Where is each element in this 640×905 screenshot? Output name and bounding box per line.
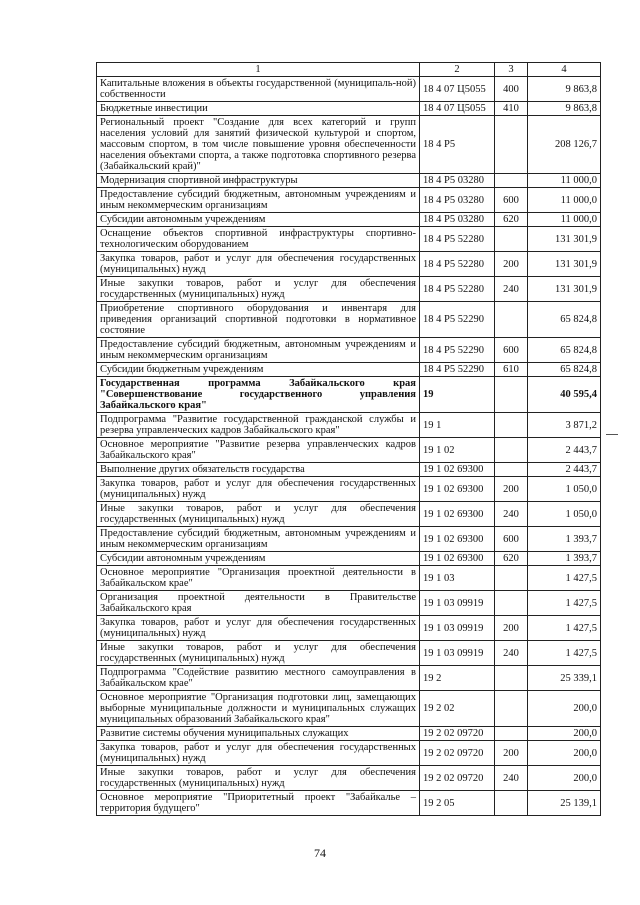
row-amount-cell: 11 000,0: [528, 188, 601, 213]
row-name-cell: Иные закупки товаров, работ и услуг для обеспечения государственных (муниципальных) нужд: [97, 277, 420, 302]
table-row: [97, 302, 601, 338]
row-vr-cell: 610: [495, 363, 528, 377]
row-amount-cell: 11 000,0: [528, 213, 601, 227]
table-row: [97, 766, 601, 791]
row-vr-cell: [495, 227, 528, 252]
table-row: [97, 102, 601, 116]
row-code-cell: 18 4 P5 52290: [420, 302, 495, 338]
row-amount-cell: 25 339,1: [528, 666, 601, 691]
table-row: [97, 252, 601, 277]
row-code-cell: 18 4 P5 52290: [420, 363, 495, 377]
row-amount-cell: 200,0: [528, 727, 601, 741]
table-row: [97, 591, 601, 616]
row-code-cell: 19 1 02 69300: [420, 552, 495, 566]
table-row: [97, 174, 601, 188]
row-amount-cell: 65 824,8: [528, 338, 601, 363]
row-code-cell: 19 1 03 09919: [420, 641, 495, 666]
row-code-cell: 19 2 05: [420, 791, 495, 816]
row-amount-cell: 25 139,1: [528, 791, 601, 816]
row-vr-cell: 620: [495, 213, 528, 227]
row-amount-cell: 200,0: [528, 691, 601, 727]
table-row: [97, 477, 601, 502]
row-name-cell: Капитальные вложения в объекты государственной (муниципаль-ной) собственности: [97, 77, 420, 102]
row-vr-cell: 410: [495, 102, 528, 116]
table-row: [97, 566, 601, 591]
row-code-cell: 18 4 P5 52280: [420, 252, 495, 277]
row-vr-cell: [495, 413, 528, 438]
row-vr-cell: [495, 438, 528, 463]
row-amount-cell: 1 427,5: [528, 566, 601, 591]
column-header: 1: [97, 63, 420, 77]
row-vr-cell: 600: [495, 527, 528, 552]
row-code-cell: 18 4 P5 03280: [420, 174, 495, 188]
row-vr-cell: 400: [495, 77, 528, 102]
row-vr-cell: 240: [495, 277, 528, 302]
row-amount-cell: 3 871,2: [528, 413, 601, 438]
row-code-cell: 19 2 02 09720: [420, 741, 495, 766]
row-name-cell: Основное мероприятие "Организация подготовки лиц, замещающих выборные муниципальные должности и муниципальных служащих муниципальных образований Забайкальского края": [97, 691, 420, 727]
page-number: 74: [314, 846, 326, 860]
table-row: [97, 188, 601, 213]
row-code-cell: 19 1 02: [420, 438, 495, 463]
budget-table: [96, 62, 601, 816]
row-vr-cell: [495, 174, 528, 188]
table-header-row: [97, 63, 601, 77]
row-amount-cell: 2 443,7: [528, 438, 601, 463]
row-amount-cell: 208 126,7: [528, 116, 601, 174]
row-name-cell: Иные закупки товаров, работ и услуг для обеспечения государственных (муниципальных) нужд: [97, 641, 420, 666]
row-amount-cell: 1 050,0: [528, 502, 601, 527]
row-name-cell: Развитие системы обучения муниципальных служащих: [97, 727, 420, 741]
row-name-cell: Предоставление субсидий бюджетным, автономным учреждениям и иным некоммерческим организациям: [97, 338, 420, 363]
table-row: [97, 552, 601, 566]
row-amount-cell: 131 301,9: [528, 252, 601, 277]
column-header: 4: [528, 63, 601, 77]
table-row: [97, 502, 601, 527]
row-name-cell: Бюджетные инвестиции: [97, 102, 420, 116]
row-vr-cell: [495, 377, 528, 413]
row-amount-cell: 200,0: [528, 766, 601, 791]
row-name-cell: Закупка товаров, работ и услуг для обеспечения государственных (муниципальных) нужд: [97, 616, 420, 641]
row-code-cell: 19 2 02 09720: [420, 766, 495, 791]
table-row: [97, 527, 601, 552]
row-vr-cell: 240: [495, 641, 528, 666]
row-vr-cell: 620: [495, 552, 528, 566]
row-name-cell: Выполнение других обязательств государства: [97, 463, 420, 477]
table-row: [97, 363, 601, 377]
row-code-cell: 18 4 P5 52280: [420, 227, 495, 252]
row-code-cell: 18 4 P5 52280: [420, 277, 495, 302]
table-row: [97, 616, 601, 641]
row-amount-cell: 9 863,8: [528, 102, 601, 116]
row-code-cell: 18 4 P5: [420, 116, 495, 174]
row-name-cell: Основное мероприятие "Развитие резерва управленческих кадров Забайкальского края": [97, 438, 420, 463]
row-name-cell: Предоставление субсидий бюджетным, автономным учреждениям и иным некоммерческим организациям: [97, 188, 420, 213]
row-name-cell: Иные закупки товаров, работ и услуг для обеспечения государственных (муниципальных) нужд: [97, 502, 420, 527]
table-row: [97, 377, 601, 413]
row-name-cell: Региональный проект "Создание для всех категорий и групп населения условий для занятий физической культурой и спортом, массовым спортом, в том числе повышение уровня обеспеченности населения объектами спорта, а также подготовка спортивного резерва (Забайкальский край)": [97, 116, 420, 174]
row-amount-cell: 1 050,0: [528, 477, 601, 502]
row-name-cell: Субсидии автономным учреждениям: [97, 213, 420, 227]
table-row: [97, 666, 601, 691]
row-name-cell: Модернизация спортивной инфраструктуры: [97, 174, 420, 188]
row-vr-cell: [495, 791, 528, 816]
row-amount-cell: 9 863,8: [528, 77, 601, 102]
table-row: [97, 277, 601, 302]
row-vr-cell: 240: [495, 766, 528, 791]
row-amount-cell: 1 393,7: [528, 552, 601, 566]
row-name-cell: Иные закупки товаров, работ и услуг для обеспечения государственных (муниципальных) нужд: [97, 766, 420, 791]
row-vr-cell: [495, 566, 528, 591]
row-vr-cell: [495, 691, 528, 727]
row-name-cell: Субсидии бюджетным учреждениям: [97, 363, 420, 377]
row-vr-cell: 600: [495, 188, 528, 213]
row-amount-cell: 40 595,4: [528, 377, 601, 413]
row-vr-cell: [495, 463, 528, 477]
row-name-cell: Закупка товаров, работ и услуг для обеспечения государственных (муниципальных) нужд: [97, 252, 420, 277]
row-amount-cell: 1 393,7: [528, 527, 601, 552]
row-name-cell: Закупка товаров, работ и услуг для обеспечения государственных (муниципальных) нужд: [97, 477, 420, 502]
row-code-cell: 19 1 02 69300: [420, 463, 495, 477]
table-row: [97, 463, 601, 477]
row-code-cell: 19 2 02 09720: [420, 727, 495, 741]
margin-mark: [606, 434, 618, 435]
row-amount-cell: 1 427,5: [528, 616, 601, 641]
row-amount-cell: 131 301,9: [528, 227, 601, 252]
row-name-cell: Основное мероприятие "Организация проектной деятельности в Забайкальском крае": [97, 566, 420, 591]
row-code-cell: 19 2 02: [420, 691, 495, 727]
row-code-cell: 19 1 03 09919: [420, 616, 495, 641]
table-row: [97, 741, 601, 766]
row-amount-cell: 131 301,9: [528, 277, 601, 302]
row-amount-cell: 2 443,7: [528, 463, 601, 477]
table-row: [97, 77, 601, 102]
row-code-cell: 19 1: [420, 413, 495, 438]
row-vr-cell: 240: [495, 502, 528, 527]
table-row: [97, 727, 601, 741]
row-amount-cell: 65 824,8: [528, 363, 601, 377]
row-name-cell: Государственная программа Забайкальского края "Совершенствование государственного управления Забайкальского края": [97, 377, 420, 413]
row-vr-cell: [495, 302, 528, 338]
row-code-cell: 19: [420, 377, 495, 413]
row-amount-cell: 11 000,0: [528, 174, 601, 188]
row-code-cell: 19 1 03: [420, 566, 495, 591]
row-code-cell: 18 4 P5 03280: [420, 213, 495, 227]
table-row: [97, 438, 601, 463]
row-code-cell: 18 4 07 Ц5055: [420, 77, 495, 102]
row-name-cell: Оснащение объектов спортивной инфраструктуры спортивно-технологическим оборудованием: [97, 227, 420, 252]
row-name-cell: Предоставление субсидий бюджетным, автономным учреждениям и иным некоммерческим организациям: [97, 527, 420, 552]
row-amount-cell: 65 824,8: [528, 302, 601, 338]
row-vr-cell: 200: [495, 252, 528, 277]
row-name-cell: Подпрограмма "Развитие государственной гражданской службы и резерва управленческих кадров Забайкальского края": [97, 413, 420, 438]
row-code-cell: 18 4 P5 03280: [420, 188, 495, 213]
row-name-cell: Закупка товаров, работ и услуг для обеспечения государственных (муниципальных) нужд: [97, 741, 420, 766]
table-row: [97, 691, 601, 727]
row-code-cell: 19 1 02 69300: [420, 527, 495, 552]
row-name-cell: Основное мероприятие "Приоритетный проект "Забайкалье – территория будущего": [97, 791, 420, 816]
row-name-cell: Субсидии автономным учреждениям: [97, 552, 420, 566]
row-vr-cell: 200: [495, 741, 528, 766]
column-header: 3: [495, 63, 528, 77]
table-row: [97, 213, 601, 227]
row-vr-cell: 200: [495, 477, 528, 502]
table-row: [97, 116, 601, 174]
row-amount-cell: 1 427,5: [528, 591, 601, 616]
table-row: [97, 338, 601, 363]
column-header: 2: [420, 63, 495, 77]
row-code-cell: 19 2: [420, 666, 495, 691]
row-vr-cell: 600: [495, 338, 528, 363]
row-code-cell: 19 1 02 69300: [420, 502, 495, 527]
table-row: [97, 413, 601, 438]
row-name-cell: Подпрограмма "Содействие развитию местного самоуправления в Забайкальском крае": [97, 666, 420, 691]
row-code-cell: 19 1 02 69300: [420, 477, 495, 502]
row-vr-cell: 200: [495, 616, 528, 641]
row-name-cell: Приобретение спортивного оборудования и инвентаря для приведения организаций спортивной подготовки в нормативное состояние: [97, 302, 420, 338]
table-row: [97, 791, 601, 816]
row-code-cell: 19 1 03 09919: [420, 591, 495, 616]
table-row: [97, 641, 601, 666]
row-amount-cell: 200,0: [528, 741, 601, 766]
table-row: [97, 227, 601, 252]
row-code-cell: 18 4 07 Ц5055: [420, 102, 495, 116]
row-code-cell: 18 4 P5 52290: [420, 338, 495, 363]
row-vr-cell: [495, 666, 528, 691]
row-amount-cell: 1 427,5: [528, 641, 601, 666]
row-name-cell: Организация проектной деятельности в Правительстве Забайкальского края: [97, 591, 420, 616]
row-vr-cell: [495, 591, 528, 616]
row-vr-cell: [495, 727, 528, 741]
row-vr-cell: [495, 116, 528, 174]
